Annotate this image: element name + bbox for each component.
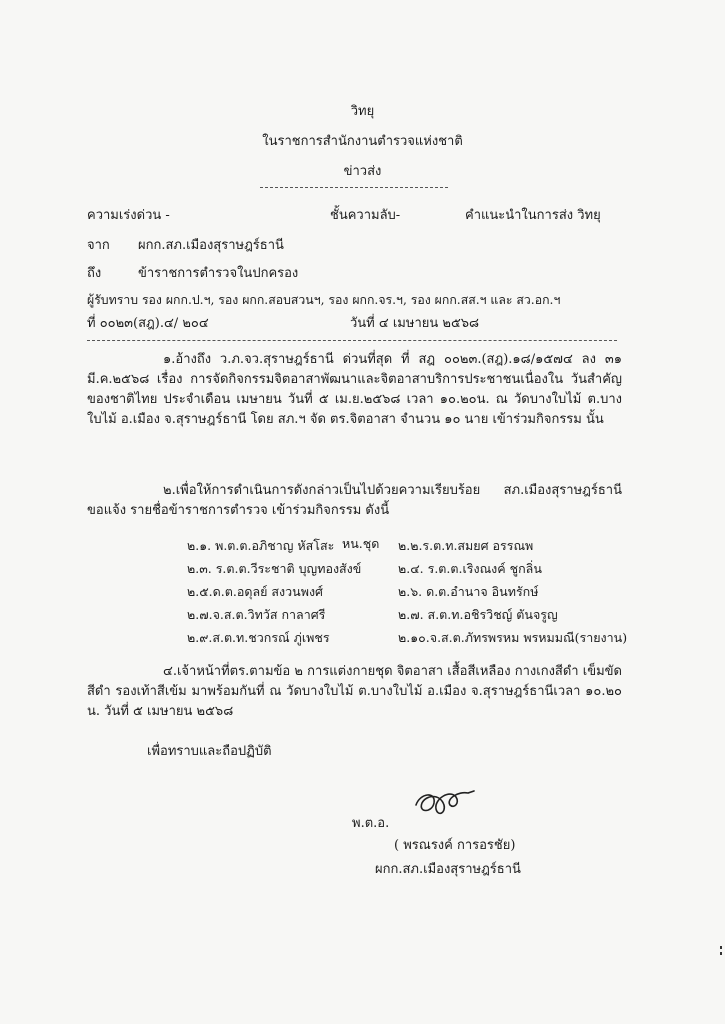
document-number: ที่ ๐๐๒๓(สฎ).๔/ ๒๐๔: [87, 316, 209, 331]
signer-rank: พ.ต.อ.: [352, 816, 390, 831]
participant-list-right: [398, 534, 627, 649]
participant-2-3: ๒.๓. ร.ต.ต.วีระชาติ บุญทองสังข์: [187, 561, 362, 576]
participant-2-7: ๒.๗.จ.ส.ต.วิทวัส กาลาศรี: [187, 607, 326, 622]
participant-2-5: ๒.๕.ด.ต.อดุลย์ สงวนพงศ์: [187, 584, 323, 599]
handwritten-signature: [410, 783, 480, 823]
to-label: ถึง: [87, 266, 102, 281]
team-leader-tag: หน.ชุด: [342, 536, 380, 551]
scan-mark: [720, 946, 722, 949]
from-value: ผกก.สภ.เมืองสุราษฎร์ธานี: [138, 238, 284, 253]
urgency-field: ความเร่งด่วน -: [87, 208, 170, 223]
meta-divider: [87, 340, 617, 341]
document-date: วันที่ ๔ เมษายน ๒๕๖๘: [350, 316, 480, 331]
header-divider: [260, 187, 448, 188]
header-line-3: ข่าวส่ง: [343, 164, 382, 179]
signer-position: ผกก.สภ.เมืองสุราษฎร์ธานี: [375, 862, 521, 877]
participant-2-2: ๒.๒.ร.ต.ท.สมยศ อรรณพ: [398, 538, 534, 553]
paragraph-4: ๔.เจ้าหน้าที่ตร.ตามข้อ ๒ การแต่งกายชุด จิตอาสา เสื้อสีเหลือง กางเกงสีดำ เข็มขัดสีดำ รองเท้าสีเข้ม มาพร้อมกันที่ ณ วัดบางใบไม้ ต.บางใบไม้ อ.เมือง จ.สุราษฎร์ธานีเวลา ๑๐.๒๐ น. วันที่ ๕ เมษายน ๒๕๖๘: [87, 664, 622, 719]
participant-list-left: [187, 534, 361, 649]
participant-2-4: ๒.๔. ร.ต.ต.เริงณงค์ ชูกลิ่น: [398, 561, 542, 576]
closing-line: เพื่อทราบและถือปฏิบัติ: [147, 744, 272, 759]
from-label: จาก: [87, 238, 110, 253]
send-instruction: คำแนะนำในการส่ง วิทยุ: [465, 208, 601, 223]
participant-2-1: ๒.๑. พ.ต.ต.อภิชาญ หัสโสะ: [187, 538, 335, 553]
secrecy-field: ชั้นความลับ-: [330, 208, 401, 223]
paragraph-2: ๒.เพื่อให้การดำเนินการดังกล่าวเป็นไปด้วยความเรียบร้อย สภ.เมืองสุราษฎร์ธานี ขอแจ้ง รายชื่อข้าราชการตำรวจ เข้าร่วมกิจกรรม ดังนี้: [87, 483, 622, 518]
scan-mark: [720, 952, 722, 955]
paragraph-1: ๑.อ้างถึง ว.ภ.จว.สุราษฎร์ธานี ด่วนที่สุด ที่ สฎ ๐๐๒๓.(สฎ).๑๘/๑๕๗๔ ลง ๓๑ มี.ค.๒๕๖๘ เรื่อง การจัดกิจกรรมจิตอาสาพัฒนาและจิตอาสาบริการประชาชนเนื่องใน วันสำคัญของชาติไทย ประจำเดือน เมษายน วันที่ ๕ เม.ย.๒๕๖๘ เวลา ๑๐.๒๐น. ณ วัดบางใบไม้ ต.บางใบไม้ อ.เมือง จ.สุราษฎร์ธานี โดย สภ.ฯ จัด ตร.จิตอาสา จำนวน ๑๐ นาย เข้าร่วมกิจกรรม นั้น: [87, 352, 622, 427]
signer-name: ( พรณรงค์ การอรชัย): [394, 838, 516, 853]
acknowledgement-line: ผู้รับทราบ รอง ผกก.ป.ฯ, รอง ผกก.สอบสวนฯ, รอง ผกก.จร.ฯ, รอง ผกก.สส.ฯ และ สว.อก.ฯ: [87, 293, 561, 307]
participant-2-8: ๒.๗. ส.ต.ท.อชิรวิชญ์ ตันจรูญ: [398, 607, 558, 622]
header-line-1: วิทยุ: [350, 104, 375, 119]
participant-2-10: ๒.๑๐.จ.ส.ต.ภัทรพรหม พรหมมณี(รายงาน): [398, 630, 628, 645]
header-line-2: ในราชการสำนักงานตำรวจแห่งชาติ: [262, 134, 463, 149]
to-value: ข้าราชการตำรวจในปกครอง: [138, 266, 299, 281]
participant-2-9: ๒.๙.ส.ต.ท.ชวกรณ์ ภู่เพชร: [187, 630, 330, 645]
participant-2-6: ๒.๖. ด.ต.อำนาจ อินทรักษ์: [398, 584, 539, 599]
